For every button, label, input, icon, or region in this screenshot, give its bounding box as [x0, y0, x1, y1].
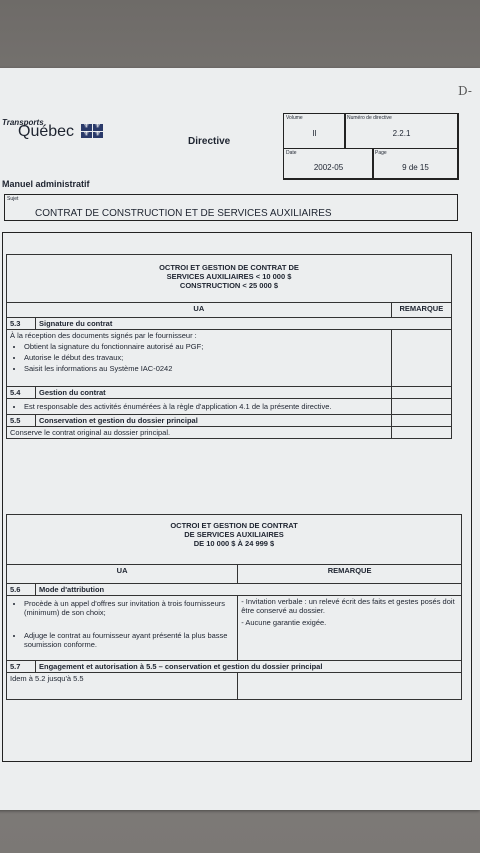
volume-value: II: [312, 129, 317, 138]
date-cell: Date 2002-05: [283, 148, 374, 180]
remark-cell: [238, 673, 462, 700]
section-title: Mode d'attribution: [36, 584, 462, 596]
section-content: Idem à 5.2 jusqu'à 5.5: [7, 673, 238, 700]
section-number: 5.6: [7, 584, 36, 596]
section-number: 5.3: [7, 318, 36, 330]
section-title: Engagement et autorisation à 5.5 – conservation et gestion du dossier principal: [36, 661, 462, 673]
remark-cell: [391, 399, 451, 415]
logo-quebec: Québec: [18, 123, 75, 140]
directive-number-value: 2.2.1: [392, 129, 411, 138]
handwritten-corner-mark: D-: [458, 84, 472, 98]
section-title: Gestion du contrat: [36, 387, 392, 399]
remark-cell: [391, 427, 451, 439]
list-item: • Est responsable des activités énumérées à la règle d'application 4.1 de la présente directive.: [24, 402, 388, 411]
page-value: 9 de 15: [402, 163, 429, 172]
column-header-remarque: REMARQUE: [238, 565, 462, 584]
column-header-remarque: REMARQUE: [391, 303, 451, 318]
section-title: Signature du contrat: [36, 318, 452, 330]
section-number: 5.4: [7, 387, 36, 399]
remark-cell: [391, 415, 451, 427]
manual-title: Manuel administratif: [2, 179, 90, 189]
fleurdelise-flag-icon: ⚜ ⚜ ⚜ ⚜: [81, 124, 103, 138]
remark-cell: - Invitation verbale : un relevé écrit des faits et gestes posés doit être conservé au dossier. - Aucune garantie exigée.: [238, 596, 462, 661]
section-content: [7, 596, 238, 661]
section-content: À la réception des documents signés par le fournisseur : • Obtient la signature du fonctionnaire autorisé au PGF; • Autorise le début des travaux; • Saisit les informations au Système IAC-0242: [7, 330, 392, 387]
column-header-ua: UA: [7, 565, 238, 584]
doc-type: Directive: [188, 136, 231, 147]
table1-title: OCTROI ET GESTION DE CONTRAT DE SERVICES AUXILIAIRES < 10 000 $ CONSTRUCTION < 25 000 $: [7, 255, 452, 303]
column-header-ua: UA: [7, 303, 392, 318]
section-number: 5.5: [7, 415, 36, 427]
list-item: • Obtient la signature du fonctionnaire autorisé au PGF;: [24, 342, 388, 351]
directive-info-box: [283, 113, 458, 179]
remark-cell: [391, 330, 451, 387]
remark-cell: [391, 387, 451, 399]
section-content: [7, 399, 392, 415]
date-value: 2002-05: [313, 163, 344, 172]
subject-box: Sujet CONTRAT DE CONSTRUCTION ET DE SERVICES AUXILIAIRES: [4, 194, 458, 221]
table-under-10000: [6, 254, 452, 439]
list-item: • Adjuge le contrat au fournisseur ayant présenté la plus basse soumission conforme.: [24, 631, 234, 649]
logo-transports: Transports: [2, 118, 44, 127]
subject-text: CONTRAT DE CONSTRUCTION ET DE SERVICES AUXILIAIRES: [35, 208, 332, 219]
section-title: Conservation et gestion du dossier principal: [36, 415, 392, 427]
table-10000-to-24999: [6, 514, 462, 700]
volume-cell: Volume II: [283, 113, 346, 149]
table2-title: OCTROI ET GESTION DE CONTRAT DE SERVICES AUXILIAIRES DE 10 000 $ À 24 999 $: [7, 515, 462, 565]
list-item: • Procède à un appel d'offres sur invitation à trois fournisseurs (minimum) de son choix;: [24, 599, 234, 617]
section-number: 5.7: [7, 661, 36, 673]
list-item: • Autorise le début des travaux;: [24, 353, 388, 362]
section-content: Conserve le contrat original au dossier principal.: [7, 427, 392, 439]
directive-number-cell: Numéro de directive 2.2.1: [344, 113, 459, 149]
list-item: • Saisit les informations au Système IAC-0242: [24, 364, 388, 373]
page-cell: Page 9 de 15: [372, 148, 459, 180]
